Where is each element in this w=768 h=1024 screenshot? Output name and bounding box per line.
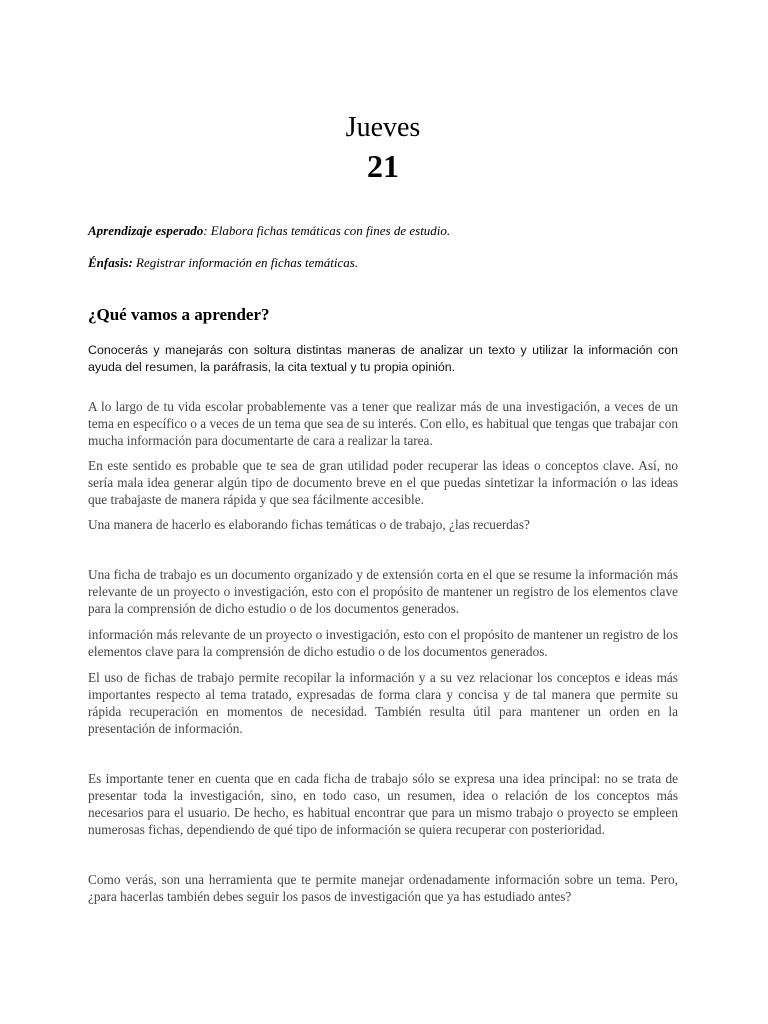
page-title-number: 21 (367, 148, 399, 184)
paragraph-1: A lo largo de tu vida escolar probablemente vas a tener que realizar más de una investigación, a veces de un tema en específico o a veces de un tema que sea de su interés. Con ello, es habitual que tengas que trabajar con mucha información para documentarte de cara a realizar la tarea. (88, 399, 679, 448)
paragraph-8: Como verás, son una herramienta que te permite manejar ordenadamente información sobre un tema. Pero, ¿para hacerlas también debes seguir los pasos de investigación que ya has estudiado antes? (88, 872, 678, 904)
paragraph-5: información más relevante de un proyecto o investigación, esto con el propósito de mantener un registro de los elementos clave para la comprensión de dicho estudio o de los documentos generados. (88, 627, 678, 659)
paragraph-7: Es importante tener en cuenta que en cada ficha de trabajo sólo se expresa una idea principal: no se trata de presentar toda la investigación, sino, en todo caso, un resumen, idea o relación de los conceptos más necesarios para el usuario. De hecho, es habitual encontrar que para un mismo trabajo o proyecto se empleen numerosas fichas, dependiendo de qué tipo de información se quiera recuperar con posterioridad. (88, 771, 678, 837)
emphasis-label: Énfasis: (88, 255, 133, 270)
paragraph-3: Una manera de hacerlo es elaborando fichas temáticas o de trabajo, ¿las recuerdas? (88, 517, 530, 532)
page-title-day: Jueves (345, 112, 421, 143)
paragraph-2: En este sentido es probable que te sea de gran utilidad poder recuperar las ideas o conceptos clave. Así, no sería mala idea generar algún tipo de documento breve en el que puedas sintetizar la información o las ideas que trabajaste de manera rápida y que sea fácilmente accesible. (88, 458, 678, 507)
document-page (88, 0, 678, 905)
paragraph-4: Una ficha de trabajo es un documento organizado y de extensión corta en el que se resume la información más relevante de un proyecto o investigación, esto con el propósito de mantener un registro de los elementos clave para la comprensión de dicho estudio o de los documentos generados. (88, 567, 678, 616)
emphasis-line (88, 254, 678, 272)
learning-text: : Elabora fichas temáticas con fines de estudio. (203, 223, 451, 238)
section-heading: ¿Qué vamos a aprender? (88, 305, 270, 324)
learning-label: Aprendizaje esperado (88, 223, 204, 238)
emphasis-text: Registrar información en fichas temáticas. (132, 255, 359, 270)
section-intro: Conocerás y manejarás con soltura distintas maneras de analizar un texto y utilizar la información con ayuda del resumen, la paráfrasis, la cita textual y tu propia opinión. (88, 343, 678, 374)
paragraph-6: El uso de fichas de trabajo permite recopilar la información y a su vez relacionar los conceptos e ideas más importantes respecto al tema tratado, expresadas de forma clara y concisa y de tal manera que permite su rápida recuperación en momentos de necesidad. También resulta útil para mantener un orden en la presentación de información. (88, 670, 678, 736)
learning-line (88, 222, 678, 240)
title-block (88, 110, 678, 186)
